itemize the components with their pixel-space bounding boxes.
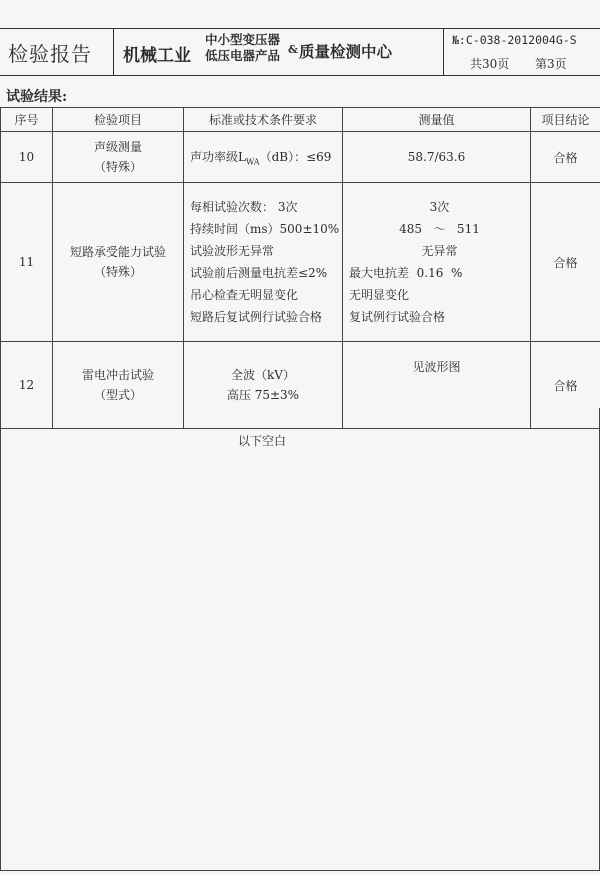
measured-value: 58.7/63.6	[343, 132, 531, 183]
standard-line: 试验前后测量电抗差≤2%	[190, 266, 328, 280]
col-header: 项目结论	[531, 108, 600, 132]
test-item-line: 声级测量	[93, 140, 142, 154]
row-number: 11	[1, 183, 53, 342]
page-info	[470, 55, 590, 72]
test-item-line: （特殊）	[93, 160, 142, 174]
total-pages: 共30页	[470, 57, 510, 71]
test-item-line: 短路承受能力试验	[69, 245, 166, 259]
standard-requirement	[184, 132, 343, 183]
test-item-line: （型式）	[93, 388, 142, 402]
test-item-line: （特殊）	[93, 265, 142, 279]
blank-area	[0, 408, 600, 871]
standard-text: 声功率级L	[190, 149, 246, 164]
row-number: 10	[1, 132, 53, 183]
standard-subscript: WA	[245, 157, 260, 167]
standard-line: 持续时间（ms）500±10%	[190, 222, 340, 236]
header-divider	[443, 29, 444, 75]
org-amp: &	[288, 43, 298, 56]
org-quality: 质量检测中心	[299, 42, 393, 61]
measured-line: 最大电抗差 0.16 %	[349, 266, 463, 280]
org-main: 机械工业	[123, 46, 191, 66]
table-row	[1, 132, 600, 183]
table-header-row	[1, 108, 600, 132]
conclusion: 合格	[531, 132, 600, 183]
col-header: 标准或技术条件要求	[184, 108, 343, 132]
standard-line: 短路后复试例行试验合格	[190, 310, 323, 324]
measured-line: 485 ～ 511	[399, 222, 480, 236]
standard-line: 每相试验次数： 3次	[190, 200, 298, 214]
col-header: 检验项目	[53, 108, 184, 132]
report-number: №:C-038-2012004G-S	[452, 33, 577, 47]
test-item	[53, 183, 184, 342]
org-name	[123, 33, 423, 71]
org-line2: 低压电器产品	[205, 48, 281, 63]
measured-value: 见波形图	[343, 342, 531, 429]
measured-value	[343, 183, 531, 342]
measured-line: 3次	[429, 200, 450, 214]
measured-line: 复试例行试验合格	[349, 310, 446, 324]
report-header	[0, 28, 600, 76]
page-number: 第3页	[534, 57, 567, 71]
results-label: 试验结果:	[6, 89, 68, 105]
conclusion: 合格	[531, 342, 600, 429]
doc-title: 检验报告	[8, 42, 92, 66]
col-header: 测量值	[343, 108, 531, 132]
conclusion: 合格	[531, 183, 600, 342]
header-divider	[113, 29, 114, 75]
measured-line: 无异常	[421, 244, 458, 258]
standard-text: （dB）：≤69	[259, 149, 332, 164]
standard-line: 试验波形无异常	[190, 244, 275, 258]
row-number: 12	[1, 342, 53, 429]
measured-line: 无明显变化	[349, 288, 410, 302]
table-row	[1, 183, 600, 342]
test-item-line: 雷电冲击试验	[81, 368, 154, 382]
standard-line: 全波（kV）	[231, 368, 295, 382]
test-item	[53, 132, 184, 183]
standard-line: 高压 75±3%	[226, 388, 300, 402]
standard-line: 吊心检查无明显变化	[190, 288, 299, 302]
standard-requirement	[184, 183, 343, 342]
org-line1: 中小型变压器	[205, 32, 281, 47]
col-header: 序号	[1, 108, 53, 132]
results-table	[0, 107, 600, 429]
blank-note: 以下空白	[238, 434, 287, 448]
